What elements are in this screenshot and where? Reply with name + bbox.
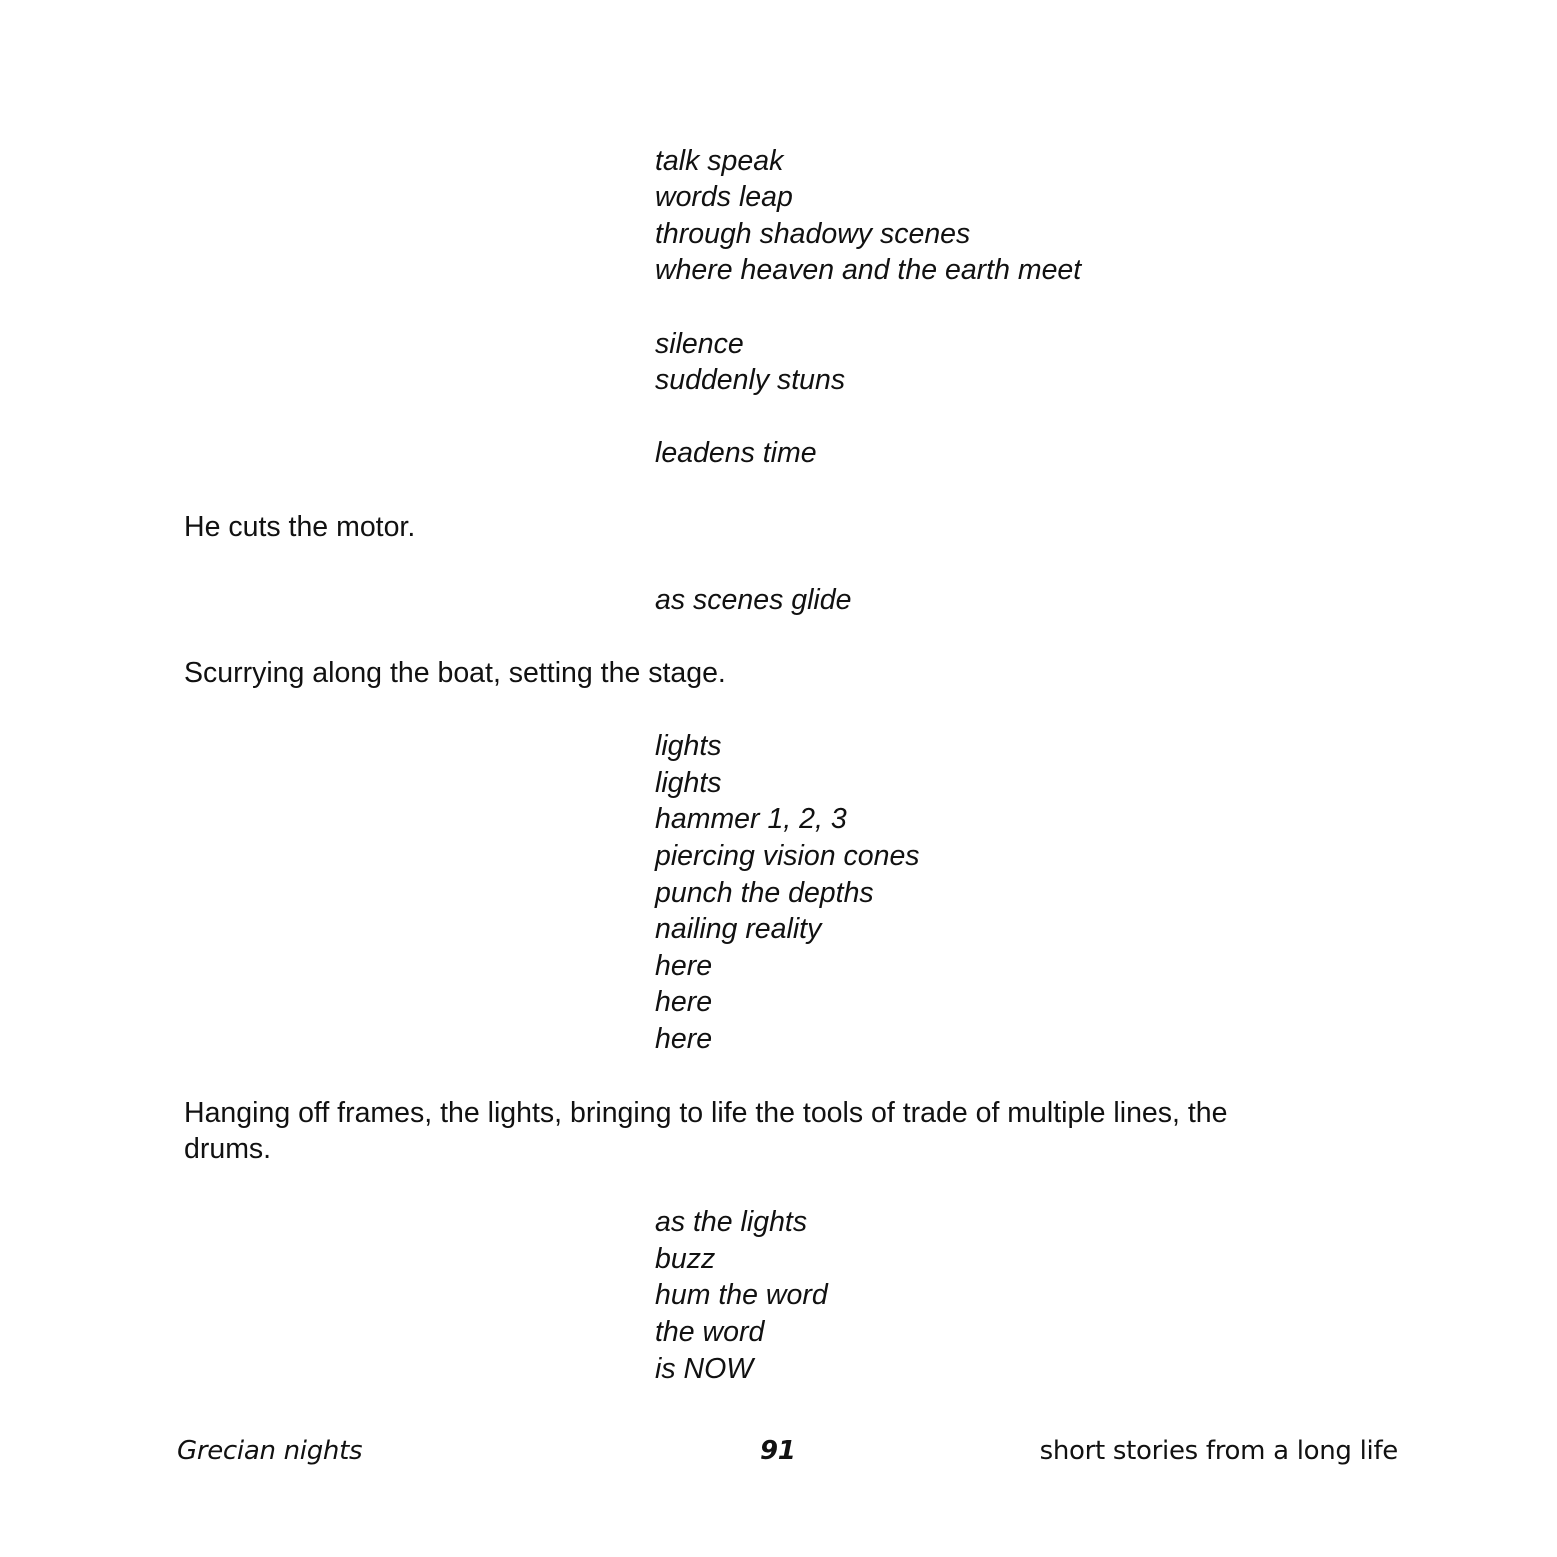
- verse-line: lights: [655, 767, 722, 799]
- verse-line: lights: [655, 730, 722, 762]
- verse-line: nailing reality: [655, 913, 822, 945]
- verse-line: the word: [655, 1316, 765, 1348]
- verse-line: buzz: [655, 1243, 716, 1275]
- verse-line: here: [655, 986, 713, 1018]
- verse-line: hum the word: [655, 1279, 828, 1311]
- prose-paragraph: He cuts the motor.: [184, 511, 416, 543]
- verse-line: talk speak: [655, 145, 784, 177]
- verse-line: where heaven and the earth meet: [655, 254, 1082, 286]
- verse-line: is NOW: [655, 1353, 754, 1385]
- verse-line: here: [655, 950, 713, 982]
- footer-book-title: short stories from a long life: [1039, 1436, 1398, 1466]
- verse-line: punch the depths: [655, 877, 874, 909]
- prose-paragraph-line: drums.: [184, 1133, 272, 1165]
- prose-paragraph: Scurrying along the boat, setting the stage.: [184, 657, 726, 689]
- verse-line: here: [655, 1023, 713, 1055]
- footer-page-number: 91: [760, 1436, 796, 1466]
- prose-paragraph-line: Hanging off frames, the lights, bringing to life the tools of trade of multiple lines, the: [184, 1097, 1228, 1129]
- verse-line: suddenly stuns: [655, 364, 846, 396]
- verse-line: as the lights: [655, 1206, 808, 1238]
- verse-line: piercing vision cones: [655, 840, 920, 872]
- verse-line: silence: [655, 328, 744, 360]
- verse-line: words leap: [655, 181, 793, 213]
- verse-line: as scenes glide: [655, 584, 852, 616]
- verse-line: leadens time: [655, 437, 817, 469]
- verse-line: hammer 1, 2, 3: [655, 803, 847, 835]
- verse-line: through shadowy scenes: [655, 218, 971, 250]
- footer-book-section-title: Grecian nights: [177, 1436, 363, 1466]
